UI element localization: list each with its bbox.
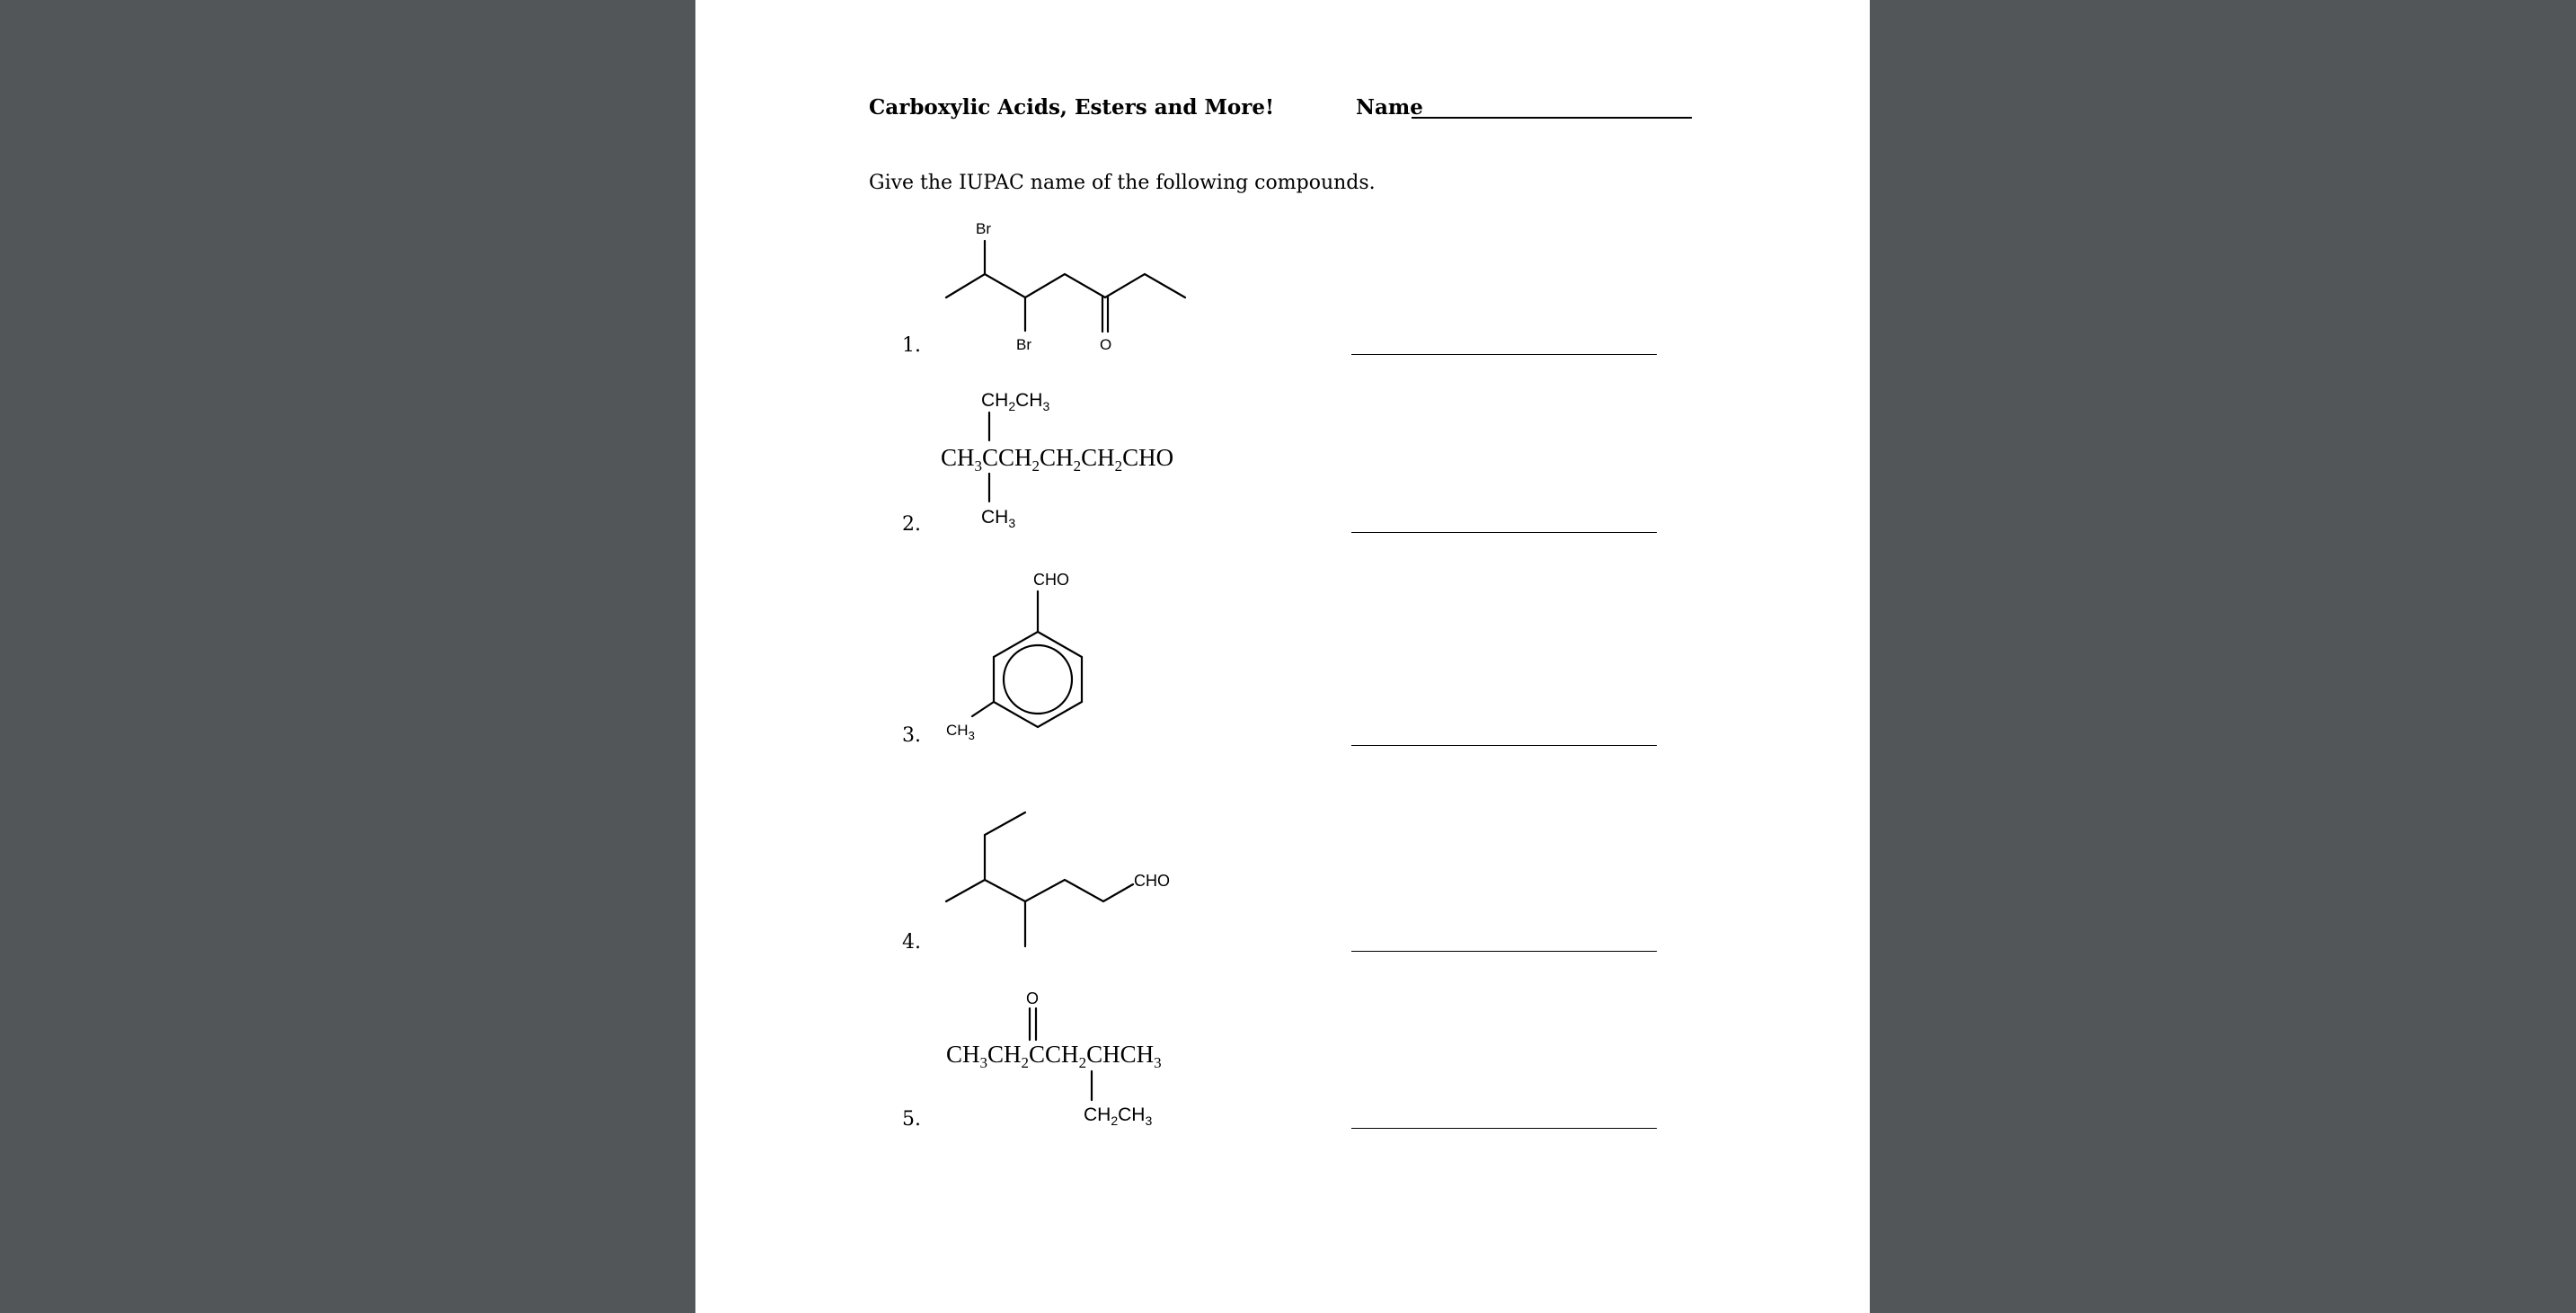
structure-3-methyl: $CH_3$ [946,722,975,742]
chemical-structures [695,0,1870,1313]
worksheet-title: Carboxylic Acids, Esters and More! [869,95,1275,120]
structure-3-aromatic-circle [1004,645,1072,714]
structure-1-br-bottom: Br [1016,336,1031,353]
instructions-text: Give the IUPAC name of the following compounds. [869,172,1376,194]
structure-1-oxygen: O [1100,336,1112,353]
structure-2 [941,390,1173,530]
structure-4 [946,812,1170,946]
structure-5-main-chain: $CH_3CH_2CCH_2CHCH_3$ [946,1041,1162,1071]
structure-1-skeleton [946,274,1185,297]
structure-1-br-top: Br [976,220,991,237]
structure-3-bond-methyl [972,702,994,716]
question-number-1: 1. [902,334,921,357]
structure-4-skeleton [946,880,1133,901]
question-number-3: 3. [902,724,921,747]
structure-2-bottom-substituent: $CH_3$ [981,507,1016,530]
structure-5-branch: $CH_2CH_3$ [1084,1105,1153,1128]
name-label: Name [1356,95,1423,120]
structure-4-ethyl-branch [985,812,1025,880]
structure-5 [946,989,1162,1128]
structure-4-aldehyde: CHO [1134,872,1170,890]
document-page [695,0,1870,1313]
question-number-5: 5. [902,1108,921,1131]
structure-5-oxygen: O [1026,989,1040,1007]
structure-3 [946,571,1082,742]
structure-2-main-chain: $CH_3CCH_2CH_2CH_2CHO$ [941,444,1174,475]
question-number-2: 2. [902,513,921,536]
structure-1 [946,220,1185,353]
question-number-4: 4. [902,931,921,954]
structure-3-aldehyde: CHO [1033,571,1069,589]
structure-2-top-substituent: $CH_2CH_3$ [981,390,1050,413]
